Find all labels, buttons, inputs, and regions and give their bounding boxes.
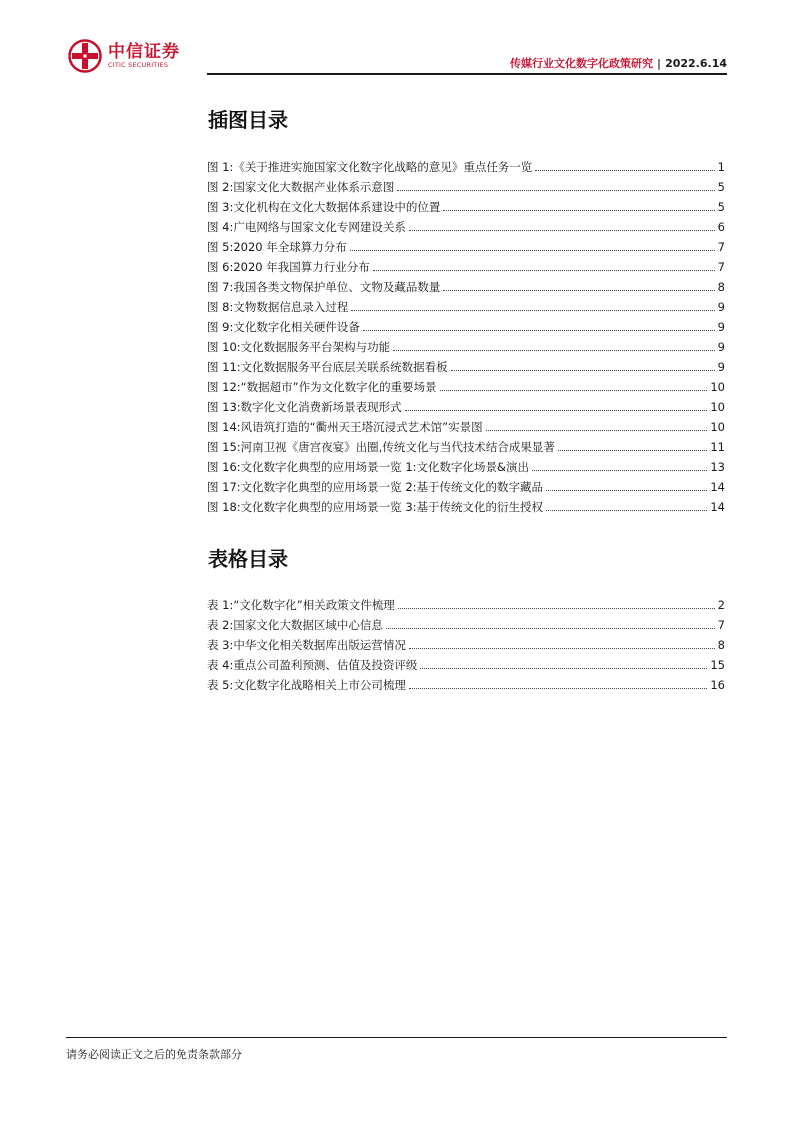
toc-entry[interactable]	[207, 455, 725, 475]
toc-entry-label: 图 11:文化数据服务平台底层关联系统数据看板	[207, 360, 448, 374]
toc-dot-leader	[443, 210, 714, 211]
toc-entry-label: 图 15:河南卫视《唐宫夜宴》出圈,传统文化与当代技术结合成果显著	[207, 440, 555, 454]
toc-entry-label: 图 13:数字化文化消费新场景表现形式	[207, 400, 402, 414]
toc-dot-leader	[440, 390, 708, 391]
footer-rule	[66, 1037, 727, 1038]
toc-entry-label: 图 8:文物数据信息录入过程	[207, 300, 349, 314]
toc-entry-label: 图 14:风语筑打造的“衢州天王塔沉浸式艺术馆”实景图	[207, 420, 483, 434]
toc-entry-page: 5	[717, 200, 725, 214]
toc-entry-page: 1	[717, 160, 725, 174]
toc-dot-leader	[409, 230, 715, 231]
toc-entry-label: 表 1:“文化数字化”相关政策文件梳理	[207, 598, 395, 612]
toc-entry-label: 图 6:2020 年我国算力行业分布	[207, 260, 370, 274]
toc-dot-leader	[420, 668, 707, 669]
toc-entry-page: 15	[710, 658, 725, 672]
toc-entry-page: 14	[710, 480, 725, 494]
toc-entry-page: 16	[710, 678, 725, 692]
toc-entry[interactable]	[207, 633, 725, 653]
toc-entry-page: 9	[717, 320, 725, 334]
toc-entry[interactable]	[207, 255, 725, 275]
toc-entry-label: 表 5:文化数字化战略相关上市公司梳理	[207, 678, 406, 692]
toc-entry[interactable]	[207, 235, 725, 255]
toc-entry-page: 2	[717, 598, 725, 612]
toc-entry-label: 图 12:“数据超市”作为文化数字化的重要场景	[207, 380, 437, 394]
citic-logo-icon	[68, 39, 102, 73]
report-date: 2022.6.14	[665, 57, 727, 70]
toc-entry-page: 11	[710, 440, 725, 454]
toc-dot-leader	[486, 430, 708, 431]
toc-entry[interactable]	[207, 435, 725, 455]
figures-toc-list	[207, 155, 725, 515]
report-title: 传媒行业文化数字化政策研究	[510, 57, 654, 70]
toc-entry-label: 表 2:国家文化大数据区域中心信息	[207, 618, 383, 632]
toc-entry[interactable]	[207, 613, 725, 633]
report-header	[510, 55, 727, 71]
header-separator: |	[657, 57, 662, 70]
toc-dot-leader	[351, 310, 714, 311]
toc-entry-label: 表 4:重点公司盈利预测、估值及投资评级	[207, 658, 418, 672]
toc-entry[interactable]	[207, 375, 725, 395]
toc-entry-page: 14	[710, 500, 725, 514]
toc-dot-leader	[350, 250, 715, 251]
toc-dot-leader	[398, 608, 715, 609]
toc-entry-page: 13	[710, 460, 725, 474]
toc-entry[interactable]	[207, 673, 725, 693]
toc-dot-leader	[558, 450, 708, 451]
toc-entry-page: 9	[717, 300, 725, 314]
toc-entry-label: 图 16:文化数字化典型的应用场景一览 1:文化数字化场景&演出	[207, 460, 529, 474]
toc-entry[interactable]	[207, 295, 725, 315]
toc-dot-leader	[393, 350, 715, 351]
toc-dot-leader	[443, 290, 714, 291]
toc-entry[interactable]	[207, 315, 725, 335]
toc-entry-label: 图 17:文化数字化典型的应用场景一览 2:基于传统文化的数字藏品	[207, 480, 544, 494]
toc-entry-page: 6	[717, 220, 725, 234]
company-logo	[68, 38, 180, 74]
header-rule	[207, 73, 727, 75]
toc-dot-leader	[405, 410, 708, 411]
toc-entry-page: 10	[710, 380, 725, 394]
toc-entry-page: 7	[717, 240, 725, 254]
toc-entry[interactable]	[207, 335, 725, 355]
toc-dot-leader	[451, 370, 715, 371]
toc-dot-leader	[532, 470, 707, 471]
toc-entry[interactable]	[207, 653, 725, 673]
toc-dot-leader	[409, 688, 708, 689]
toc-entry-label: 表 3:中华文化相关数据库出版运营情况	[207, 638, 406, 652]
toc-entry[interactable]	[207, 215, 725, 235]
toc-dot-leader	[546, 510, 707, 511]
toc-entry[interactable]	[207, 175, 725, 195]
toc-dot-leader	[373, 270, 715, 271]
toc-entry-label: 图 10:文化数据服务平台架构与功能	[207, 340, 391, 354]
toc-entry-label: 图 1:《关于推进实施国家文化数字化战略的意见》重点任务一览	[207, 160, 533, 174]
footer-disclaimer: 请务必阅读正文之后的免责条款部分	[66, 1048, 242, 1061]
tables-toc-list	[207, 593, 725, 693]
toc-entry[interactable]	[207, 275, 725, 295]
toc-dot-leader	[535, 170, 714, 171]
toc-entry-page: 10	[710, 400, 725, 414]
figures-toc-title: 插图目录	[208, 108, 288, 132]
toc-entry-label: 图 4:广电网络与国家文化专网建设关系	[207, 220, 406, 234]
toc-entry[interactable]	[207, 415, 725, 435]
toc-dot-leader	[363, 330, 715, 331]
toc-entry-page: 5	[717, 180, 725, 194]
toc-entry-label: 图 9:文化数字化相关硬件设备	[207, 320, 360, 334]
toc-entry[interactable]	[207, 593, 725, 613]
toc-entry-page: 8	[717, 280, 725, 294]
toc-entry-page: 7	[717, 618, 725, 632]
toc-entry-page: 7	[717, 260, 725, 274]
toc-dot-leader	[397, 190, 714, 191]
toc-entry-label: 图 5:2020 年全球算力分布	[207, 240, 347, 254]
toc-dot-leader	[386, 628, 715, 629]
toc-entry[interactable]	[207, 155, 725, 175]
toc-entry[interactable]	[207, 355, 725, 375]
toc-entry-label: 图 7:我国各类文物保护单位、文物及藏品数量	[207, 280, 441, 294]
toc-dot-leader	[409, 648, 715, 649]
toc-entry-page: 9	[717, 360, 725, 374]
toc-entry[interactable]	[207, 395, 725, 415]
toc-entry-page: 8	[717, 638, 725, 652]
logo-english-name: CITIC SECURITIES	[108, 60, 169, 69]
toc-dot-leader	[546, 490, 707, 491]
toc-entry-label: 图 3:文化机构在文化大数据体系建设中的位置	[207, 200, 441, 214]
toc-entry[interactable]	[207, 475, 725, 495]
toc-entry[interactable]	[207, 195, 725, 215]
toc-entry[interactable]	[207, 495, 725, 515]
toc-entry-page: 9	[717, 340, 725, 354]
toc-entry-page: 10	[710, 420, 725, 434]
tables-toc-title: 表格目录	[208, 547, 288, 571]
toc-entry-label: 图 18:文化数字化典型的应用场景一览 3:基于传统文化的衍生授权	[207, 500, 544, 514]
toc-entry-label: 图 2:国家文化大数据产业体系示意图	[207, 180, 395, 194]
logo-chinese-name: 中信证券	[108, 41, 180, 62]
